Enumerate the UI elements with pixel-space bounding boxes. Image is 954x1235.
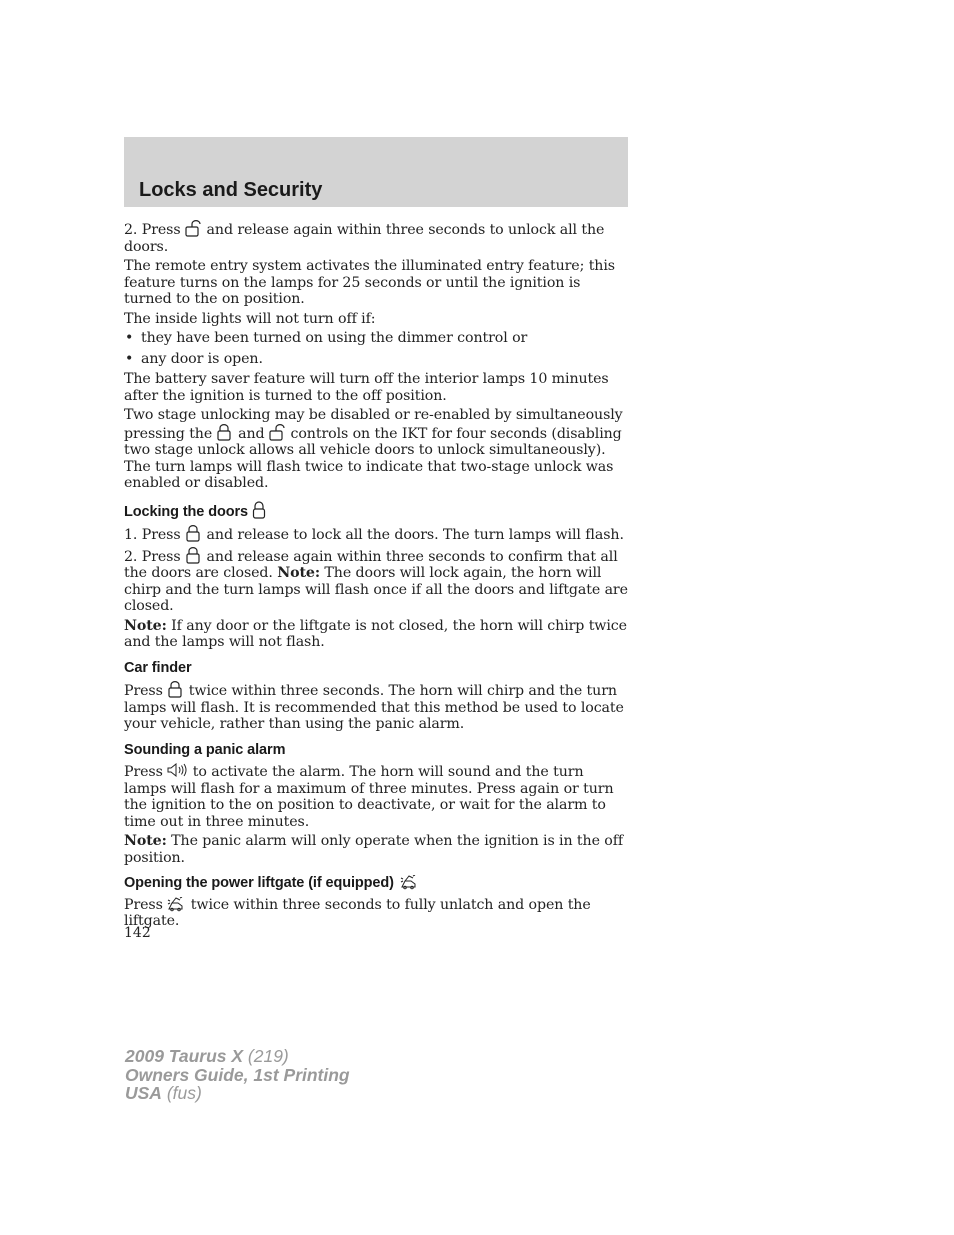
note-label: Note:	[124, 833, 167, 849]
para-illuminated-entry: The remote entry system activates the illuminated entry feature; this feature turns on the lamps for 25 seconds or until the ignition is turned to the on position.	[124, 258, 615, 307]
lock-step-2: 2. Press and release again within three seconds to confirm that all the doors are closed. Note: The doors will lock again, the horn will chirp and the turn lamps will flash once if all the doors and liftgate are closed.	[124, 548, 628, 614]
list-item: • any door is open.	[124, 351, 630, 368]
heading-panic-alarm: Sounding a panic alarm	[124, 741, 286, 758]
panic-note: Note: The panic alarm will only operate when the ignition is in the off position.	[124, 833, 624, 866]
panic-alarm-text: Press to activate the alarm. The horn will sound and the turn lamps will flash for a maximum of three minutes. Press again or turn the ignition to the on position to deactivate, or wait for the alarm to time out in three minutes.	[124, 764, 614, 830]
lock-note: Note: If any door or the liftgate is not closed, the horn will chirp twice and the lamps will not flash.	[124, 617, 627, 650]
lock-icon	[252, 501, 266, 519]
note-label: Note:	[277, 565, 320, 581]
unlock-step-2: 2. Press and release again within three seconds to unlock all the doors.	[124, 222, 605, 255]
unlock-icon	[269, 424, 285, 441]
page-number: 142	[124, 925, 151, 941]
liftgate-icon	[400, 875, 418, 890]
footer-line-2: Owners Guide, 1st Printing	[125, 1064, 350, 1085]
footer-line-3: USA (fus)	[125, 1083, 202, 1103]
heading-locking-doors: Locking the doors	[124, 501, 630, 521]
liftgate-text: Press twice within three seconds to fully unlatch and open the liftgate.	[124, 896, 591, 929]
note-label: Note:	[124, 617, 167, 634]
page-content	[124, 220, 630, 933]
lock-icon	[216, 424, 232, 441]
lock-icon	[167, 681, 183, 698]
panic-horn-icon	[167, 763, 187, 779]
list-item: • they have been turned on using the dimmer control or	[124, 330, 630, 347]
unlock-icon	[185, 220, 201, 237]
document-footer	[125, 1047, 350, 1103]
inside-lights-list	[124, 330, 630, 367]
liftgate-icon	[167, 897, 185, 912]
para-battery-saver: The battery saver feature will turn off the interior lamps 10 minutes after the ignition is turned to the off position.	[124, 371, 609, 404]
para-inside-lights: The inside lights will not turn off if:	[124, 310, 376, 327]
footer-line-1: 2009 Taurus X (219)	[125, 1046, 289, 1066]
lock-step-1: 1. Press and release to lock all the doors. The turn lamps will flash.	[124, 527, 624, 543]
section-header	[124, 137, 628, 207]
lock-icon	[185, 547, 201, 564]
lock-icon	[185, 525, 201, 542]
heading-power-liftgate: Opening the power liftgate (if equipped)	[124, 875, 630, 892]
heading-car-finder: Car finder	[124, 659, 192, 676]
car-finder-text: Press twice within three seconds. The horn will chirp and the turn lamps will flash. It is recommended that this method be used to locate your vehicle, rather than using the panic alarm.	[124, 683, 624, 732]
para-two-stage-unlock: Two stage unlocking may be disabled or re-enabled by simultaneously pressing the and controls on the IKT for four seconds (disabling two stage unlock allows all vehicle doors to unlock simultaneously). The turn lamps will flash twice to indicate that two-stage unlock was enabled or disabled.	[124, 407, 623, 491]
section-title: Locks and Security	[139, 179, 323, 201]
